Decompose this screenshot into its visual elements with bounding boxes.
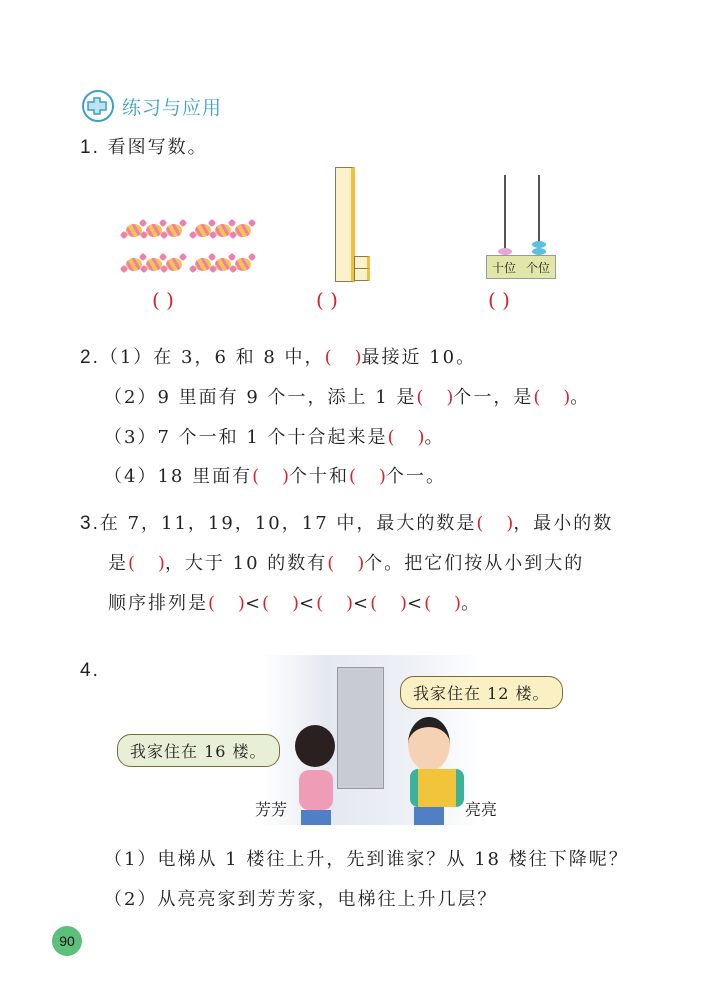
answer-blank[interactable]: ( ) <box>424 593 462 614</box>
question-text: 在 7，11，19，10，17 中，最大的数是 <box>99 513 477 534</box>
answer-blank[interactable]: ( ) <box>488 288 510 312</box>
answer-blank[interactable]: ( ) <box>416 387 454 408</box>
ones-label: 个位 <box>525 260 550 275</box>
answer-blank[interactable]: ( ) <box>252 466 290 487</box>
question-number: 4. <box>80 660 100 681</box>
question-text: 个一。 <box>385 466 446 487</box>
question-text: < <box>353 593 371 614</box>
question-line <box>104 462 446 488</box>
answer-blank[interactable]: ( ) <box>128 553 165 574</box>
question-text: （2）从亮亮家到芳芳家，电梯往上升几层？ <box>104 889 498 910</box>
ones-bead <box>532 241 546 248</box>
answer-blank[interactable]: ( ) <box>327 553 365 574</box>
question-text: 是 <box>108 553 128 574</box>
question-text: 看图写数。 <box>107 137 208 158</box>
question-text: 顺序排列是 <box>108 593 208 614</box>
section-header <box>80 90 222 122</box>
answer-blank[interactable]: ( ) <box>533 387 571 408</box>
question-text: 个一，是 <box>453 387 534 408</box>
answer-blank[interactable]: ( ) <box>476 513 514 534</box>
answer-blank[interactable]: ( ) <box>349 466 386 487</box>
question-text: < <box>407 593 425 614</box>
question-line <box>104 845 629 871</box>
answer-blank[interactable]: ( ) <box>387 427 425 448</box>
question-text: （2）9 里面有 9 个一，添上 1 是 <box>104 387 417 408</box>
question-number: 1. <box>80 137 100 158</box>
candy <box>235 224 251 237</box>
ones-bead <box>532 248 546 255</box>
question-text: （3）7 个一和 1 个十合起来是 <box>104 427 388 448</box>
question-line <box>80 509 613 535</box>
question-text: < <box>244 593 263 614</box>
question-text: 最接近 10。 <box>361 347 477 368</box>
question-line <box>104 885 497 911</box>
question-line <box>104 383 590 409</box>
question-text: 。 <box>461 593 482 614</box>
question-text: （1）电梯从 1 楼往上升，先到谁家？从 18 楼往下降呢？ <box>104 849 629 870</box>
question-number: 3. <box>80 513 100 534</box>
candy <box>166 224 182 237</box>
boy-figure <box>402 717 457 825</box>
section-title: 练习与应用 <box>122 96 223 119</box>
question-text: < <box>298 593 317 614</box>
answer-blank[interactable]: ( ) <box>316 593 353 614</box>
name-liangliang: 亮亮 <box>465 800 498 819</box>
question-text: 。 <box>424 427 445 448</box>
question-line <box>108 589 481 615</box>
elevator-button-panel <box>337 667 384 789</box>
candy <box>235 258 251 271</box>
name-fangfang: 芳芳 <box>255 800 288 819</box>
question-text: （4）18 里面有 <box>104 466 253 487</box>
answer-blank[interactable]: ( ) <box>316 288 338 312</box>
unit-cube-bottom <box>354 268 370 281</box>
answer-blank[interactable]: ( ) <box>324 347 362 368</box>
speech-bubble-liangliang: 我家住在 12 楼。 <box>400 676 563 709</box>
abacus-image <box>486 175 556 279</box>
question-text: ，最小的数 <box>513 513 614 534</box>
counting-rods-image <box>335 167 355 282</box>
question-text: ，大于 10 的数有 <box>164 553 328 574</box>
page-number: 90 <box>59 933 75 949</box>
question-4 <box>80 660 100 682</box>
question-number: 2. <box>80 347 100 368</box>
question-1 <box>80 133 208 159</box>
puzzle-icon <box>80 90 116 122</box>
question-line <box>104 423 444 449</box>
question-line <box>80 343 476 369</box>
girl-figure <box>287 725 342 825</box>
answer-blank[interactable]: ( ) <box>152 288 174 312</box>
question-line <box>108 549 584 575</box>
answer-blank[interactable]: ( ) <box>262 593 299 614</box>
question-text: 。 <box>570 387 591 408</box>
answer-blank[interactable]: ( ) <box>208 593 245 614</box>
question-text: （1）在 3，6 和 8 中， <box>99 347 325 368</box>
page-number-badge <box>52 926 82 956</box>
tens-label: 十位 <box>491 260 516 275</box>
question-text: 个十和 <box>289 466 350 487</box>
tens-bead <box>498 248 512 255</box>
question-text: 个。把它们按从小到大的 <box>364 553 585 574</box>
speech-bubble-fangfang: 我家住在 16 楼。 <box>117 734 280 767</box>
candy <box>166 258 182 271</box>
answer-blank[interactable]: ( ) <box>370 593 408 614</box>
